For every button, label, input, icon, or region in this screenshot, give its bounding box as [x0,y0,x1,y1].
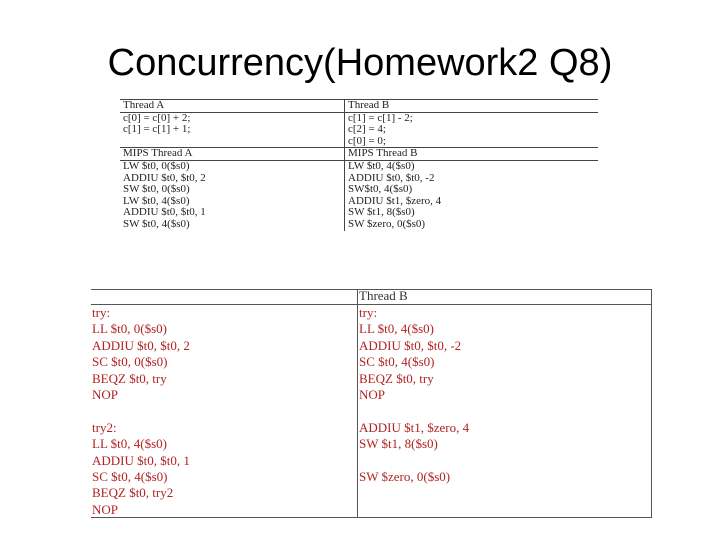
c-code-thread-b [344,113,598,148]
code-line: LL $t0, 4($s0) [359,321,434,337]
code-line: SW $zero, 0($s0) [359,468,451,484]
code-line: ADDIU $t0, $t0, 1 [92,452,190,468]
code-line: SW $t1, 8($s0) [359,436,438,452]
code-line [359,403,649,419]
code-line: LL $t0, 4($s0) [92,436,167,452]
code-line: BEQZ $t0, try2 [92,485,174,501]
mips-line: SW$t0, 4($s0) [348,183,413,196]
column-divider [357,289,358,518]
c-code-line [123,136,344,148]
thread-b-header: Thread B [359,288,408,303]
code-line: ADDIU $t1, $zero, 4 [359,419,470,435]
header-row [120,100,598,112]
code-line: try2: [92,419,117,435]
thread-a-code-column [92,305,354,518]
mips-line: ADDIU $t0, $t0, 2 [123,171,206,184]
code-line: SC $t0, 4($s0) [359,354,435,370]
mips-line: SW $t0, 4($s0) [123,217,190,230]
mips-line: ADDIU $t0, $t0, -2 [348,171,435,184]
code-line [359,453,649,469]
mips-thread-b-code [344,161,598,231]
thread-b-header: Thread B [344,100,598,112]
mips-line: LW $t0, 4($s0) [348,159,415,172]
c-code-line: c[0] = c[0] + 2; [123,111,191,124]
slide-title: Concurrency(Homework2 Q8) [107,42,613,84]
c-code-block [120,113,598,148]
c-code-thread-a [120,113,344,148]
code-line: LL $t0, 0($s0) [92,321,167,337]
code-line [359,485,649,501]
code-line: NOP [92,386,119,402]
code-line: try: [359,305,378,320]
mips-thread-b-header: MIPS Thread B [344,148,598,160]
code-line [92,403,354,419]
homework-image-table [120,99,598,231]
mips-header-row [120,148,598,160]
mips-code-block [120,161,598,231]
c-code-line: c[2] = 4; [348,123,386,136]
mips-line: SW $zero, 0($s0) [348,217,426,230]
c-code-line: c[1] = c[1] + 1; [123,123,191,136]
code-line: SC $t0, 0($s0) [92,354,168,370]
c-code-line: c[1] = c[1] - 2; [348,111,413,124]
mips-line: SW $t1, 8($s0) [348,206,415,219]
mips-line: LW $t0, 0($s0) [123,159,190,172]
mips-thread-a-code [120,161,344,231]
code-line: ADDIU $t0, $t0, 2 [92,337,190,353]
mips-line: ADDIU $t1, $zero, 4 [348,194,442,207]
code-line [359,502,649,518]
code-line: NOP [359,386,386,402]
code-line: BEQZ $t0, try [92,370,167,386]
code-line: SC $t0, 4($s0) [92,468,168,484]
code-line: ADDIU $t0, $t0, -2 [359,337,462,353]
table-border-right [651,289,652,518]
code-line: try: [92,305,111,320]
mips-line: SW $t0, 0($s0) [123,183,190,196]
thread-b-code-column [359,305,649,518]
ll-sc-code-table [91,289,652,519]
mips-line: LW $t0, 4($s0) [123,194,190,207]
thread-a-header: Thread A [123,99,165,111]
c-code-line: c[0] = 0; [348,134,386,147]
code-line: NOP [92,501,119,517]
code-line: BEQZ $t0, try [359,370,434,386]
mips-thread-a-header: MIPS Thread A [123,147,193,160]
mips-line: ADDIU $t0, $t0, 1 [123,206,206,219]
